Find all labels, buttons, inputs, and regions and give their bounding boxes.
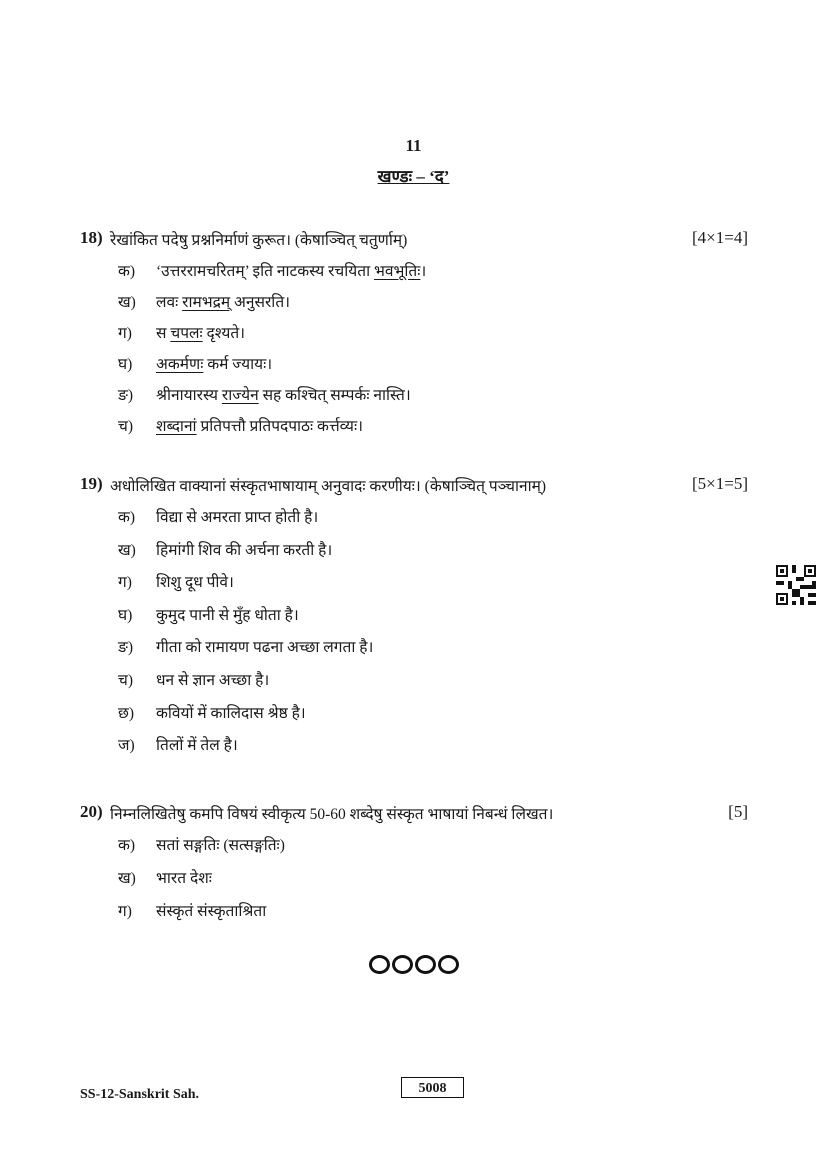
question-18 — [80, 228, 748, 250]
question-text: निम्नलिखितेषु कमपि विषयं स्वीकृत्य 50-60 शब्देषु संस्कृत भाषायां निबन्धं लिखत। — [110, 806, 554, 823]
item-text-pre: स — [156, 325, 171, 342]
item-text-pre: शिशु दूध पीवे। — [156, 574, 234, 592]
item-label: ग) — [118, 325, 132, 342]
item-text-post: अनुसरति। — [230, 294, 291, 311]
list-item — [118, 290, 290, 312]
item-text — [156, 259, 426, 281]
item-text — [156, 603, 299, 625]
item-text — [156, 290, 290, 312]
item-label: ग) — [118, 574, 132, 592]
list-item — [118, 383, 411, 405]
item-label: ज) — [118, 737, 135, 755]
item-text-pre: कुमुद पानी से मुँह धोता है। — [156, 606, 299, 624]
qr-code — [776, 565, 816, 605]
list-item — [118, 352, 272, 374]
question-19 — [80, 474, 748, 496]
question-text: अधोलिखित वाक्यानां संस्कृतभाषायाम् अनुवादः करणीयः। (केषाञ्चित् पञ्चानाम्) — [110, 478, 547, 495]
page-number: 11 — [405, 136, 422, 155]
list-item — [118, 259, 426, 281]
list-item — [118, 505, 318, 527]
item-text-pre: तिलों में तेल है। — [156, 737, 238, 755]
item-text — [156, 899, 266, 921]
item-label: छ) — [118, 704, 135, 722]
circle-icon — [369, 955, 390, 974]
item-text-pre: श्रीनायारस्य — [156, 387, 222, 404]
item-label: ख) — [118, 294, 136, 311]
question-text: रेखांकित पदेषु प्रश्ननिर्माणं कुरूत। (केषाञ्चित् चतुर्णाम्) — [110, 232, 408, 249]
list-item — [118, 668, 269, 690]
item-text — [156, 570, 234, 592]
item-label: ङ) — [118, 639, 134, 657]
item-text — [156, 833, 285, 855]
item-text — [156, 538, 332, 560]
list-item — [118, 733, 238, 755]
section-title-text: खण्डः – ‘द’ — [377, 167, 450, 186]
underlined-word: शब्दानां — [156, 418, 197, 435]
list-item — [118, 833, 285, 855]
list-item — [118, 701, 306, 723]
list-item — [118, 538, 332, 560]
underlined-word: चपलः — [170, 325, 203, 342]
item-label: क) — [118, 837, 136, 854]
item-text-post: । — [420, 263, 427, 280]
item-text-pre: भारत देशः — [156, 870, 212, 887]
question-marks: [5] — [728, 802, 748, 821]
list-item — [118, 635, 373, 657]
item-text-post: दृश्यते। — [202, 325, 246, 342]
underlined-word: राज्येन — [221, 387, 259, 404]
list-item — [118, 570, 234, 592]
item-text — [156, 733, 238, 755]
underlined-word: अकर्मणः — [156, 356, 204, 373]
end-of-paper-marker — [0, 955, 827, 974]
item-text-pre: लवः — [156, 294, 183, 311]
item-text — [156, 321, 245, 343]
circle-icon — [438, 955, 459, 974]
section-title — [0, 164, 827, 187]
booklet-code: 5008 — [401, 1077, 464, 1098]
item-text-pre: विद्या से अमरता प्राप्त होती है। — [156, 509, 319, 526]
item-text-post: सह कश्चित् सम्पर्कः नास्ति। — [258, 387, 411, 404]
item-text-pre: संस्कृतं संस्कृताश्रिता — [156, 903, 267, 920]
item-text — [156, 414, 363, 436]
item-label: च) — [118, 672, 134, 689]
question-number: 20) — [80, 802, 103, 821]
item-text-pre: हिमांगी शिव की अर्चना करती है। — [156, 541, 333, 559]
item-text — [156, 866, 212, 888]
item-text — [156, 383, 411, 405]
list-item — [118, 899, 266, 921]
item-label: क) — [118, 509, 136, 526]
item-text-pre: धन से ज्ञान अच्छा है। — [156, 672, 270, 689]
item-label: ग) — [118, 903, 132, 920]
item-label: ख) — [118, 541, 136, 559]
item-label: घ) — [118, 356, 133, 373]
item-text — [156, 505, 318, 527]
item-label: ङ) — [118, 387, 134, 404]
underlined-word: भवभूतिः — [374, 263, 421, 280]
item-label: क) — [118, 263, 136, 280]
question-20 — [80, 802, 748, 824]
item-text — [156, 668, 269, 690]
item-text — [156, 352, 272, 374]
item-text-pre: गीता को रामायण पढना अच्छा लगता है। — [156, 639, 374, 657]
question-number: 18) — [80, 228, 103, 247]
item-text-pre: ‘उत्तररामचरितम्’ इति नाटकस्य रचयिता — [156, 263, 374, 280]
list-item — [118, 414, 363, 436]
circle-icon — [415, 955, 436, 974]
item-text — [156, 635, 373, 657]
underlined-word: रामभद्रम् — [182, 294, 231, 311]
list-item — [118, 866, 212, 888]
item-label: ख) — [118, 870, 136, 887]
paper-code: SS-12-Sanskrit Sah. — [80, 1087, 200, 1102]
item-text — [156, 701, 306, 723]
question-number: 19) — [80, 474, 103, 493]
list-item — [118, 603, 299, 625]
item-text-post: कर्म ज्यायः। — [203, 356, 273, 373]
item-text-pre: सतां सङ्गतिः (सत्सङ्गतिः) — [156, 837, 285, 854]
list-item — [118, 321, 245, 343]
question-marks: [4×1=4] — [692, 228, 748, 247]
item-label: घ) — [118, 606, 133, 624]
question-marks: [5×1=5] — [692, 474, 748, 493]
item-text-post: प्रतिपत्तौ प्रतिपदपाठः कर्त्तव्यः। — [196, 418, 363, 435]
item-text-pre: कवियों में कालिदास श्रेष्ठ है। — [156, 704, 306, 722]
circle-icon — [392, 955, 413, 974]
item-label: च) — [118, 418, 134, 435]
